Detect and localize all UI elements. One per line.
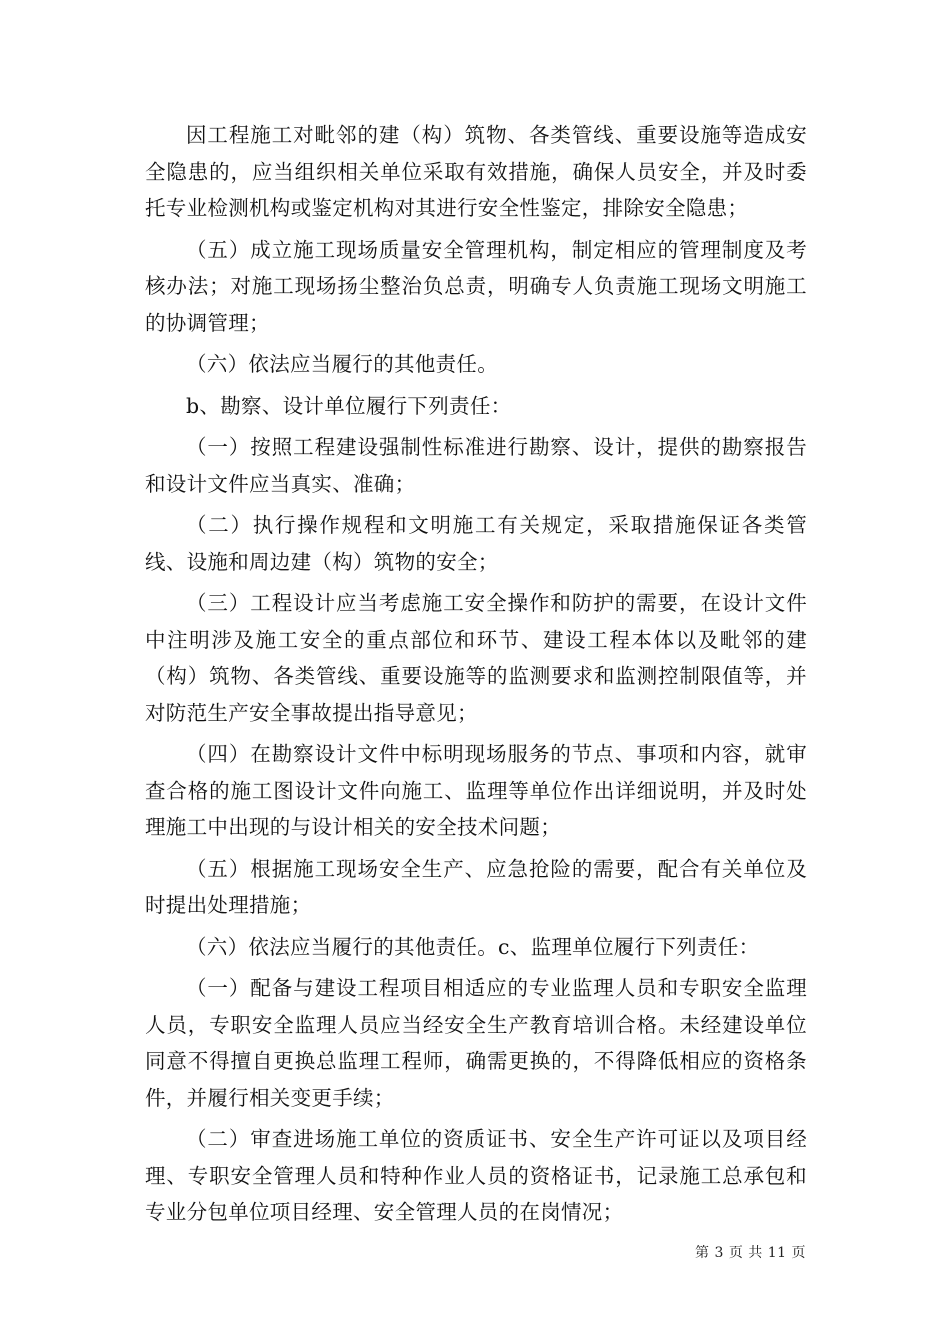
paragraph-11: （一）配备与建设工程项目相适应的专业监理人员和专职安全监理人员，专职安全监理人员应当经安全生产教育培训合格。未经建设单位同意不得擅自更换总监理工程师，确需更换的，不得降低相应的资格条件，并履行相关变更手续； bbox=[145, 976, 807, 1110]
page-number-footer: 第 3 页 共 11 页 bbox=[695, 1245, 806, 1261]
paragraph-2: （五）成立施工现场质量安全管理机构，制定相应的管理制度及考核办法；对施工现场扬尘整治负总责，明确专人负责施工现场文明施工的协调管理； bbox=[145, 237, 807, 335]
paragraph-10: （六）依法应当履行的其他责任。c、监理单位履行下列责任： bbox=[186, 934, 760, 959]
paragraph-8: （四）在勘察设计文件中标明现场服务的节点、事项和内容，就审查合格的施工图设计文件向施工、监理等单位作出详细说明，并及时处理施工中出现的与设计相关的安全技术问题； bbox=[145, 742, 807, 839]
paragraph-7: （三）工程设计应当考虑施工安全操作和防护的需要，在设计文件中注明涉及施工安全的重点部位和环节、建设工程本体以及毗邻的建（构）筑物、各类管线、重要设施等的监测要求和监测控制限值等，并对防范生产安全事故提出指导意见； bbox=[145, 591, 807, 725]
paragraph-3: （六）依法应当履行的其他责任。 bbox=[186, 352, 498, 376]
paragraph-12: （二）审查进场施工单位的资质证书、安全生产许可证以及项目经理、专职安全管理人员和特种作业人员的资格证书，记录施工总承包和专业分包单位项目经理、安全管理人员的在岗情况； bbox=[145, 1127, 807, 1224]
paragraph-6: （二）执行操作规程和文明施工有关规定，采取措施保证各类管线、设施和周边建（构）筑物的安全； bbox=[145, 513, 807, 574]
paragraph-5: （一）按照工程建设强制性标准进行勘察、设计，提供的勘察报告和设计文件应当真实、准确； bbox=[145, 435, 807, 496]
document-body bbox=[145, 117, 807, 1236]
paragraph-4: b、勘察、设计单位履行下列责任： bbox=[186, 393, 512, 418]
paragraph-1: 因工程施工对毗邻的建（构）筑物、各类管线、重要设施等造成安全隐患的，应当组织相关单位采取有效措施，确保人员安全，并及时委托专业检测机构或鉴定机构对其进行安全性鉴定，排除安全隐患； bbox=[145, 123, 807, 220]
paragraph-9: （五）根据施工现场安全生产、应急抢险的需要，配合有关单位及时提出处理措施； bbox=[145, 856, 807, 917]
